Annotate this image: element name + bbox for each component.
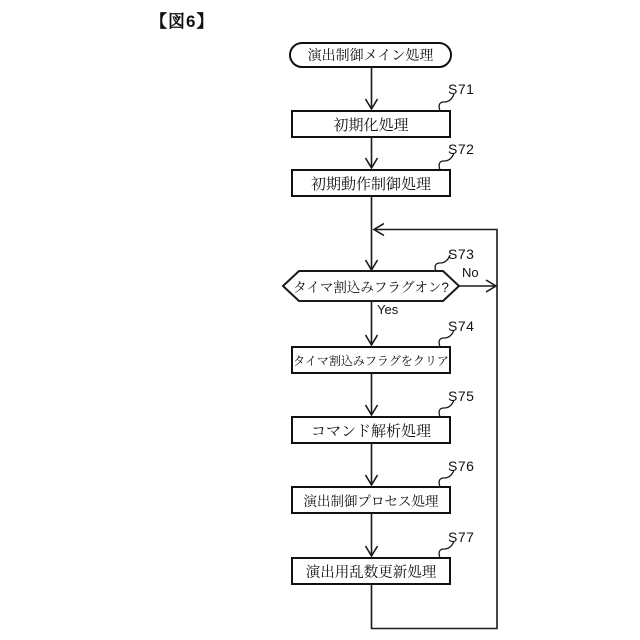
- branch-label-yes: Yes: [377, 302, 399, 317]
- process-box-s74: [291, 346, 451, 374]
- decision-label-s73: [283, 271, 459, 301]
- step-id-s72: S72: [448, 141, 475, 157]
- step-id-s77: S77: [448, 529, 475, 545]
- decision-question-text: タイマ割込みフラグオン?: [293, 280, 449, 295]
- arrow-start-to-s71: [366, 68, 378, 109]
- arrow-s71-to-s72: [366, 138, 378, 168]
- process-label-s71: 初期化処理: [333, 116, 409, 134]
- process-label-s76: 演出制御プロセス処理: [303, 494, 439, 509]
- step-id-s73: S73: [448, 246, 475, 262]
- process-label-s75: コマンド解析処理: [310, 422, 431, 440]
- process-label-s77: 演出用乱数更新処理: [305, 564, 437, 581]
- step-id-s75: S75: [448, 388, 475, 404]
- arrow-no-branch: [459, 280, 496, 292]
- arrow-s74-to-s75: [366, 374, 378, 415]
- start-terminal: [289, 42, 452, 68]
- figure-title: 【図6】: [150, 12, 215, 31]
- step-id-s76: S76: [448, 458, 475, 474]
- process-box-s71: [291, 110, 451, 138]
- process-box-s72: [291, 169, 451, 197]
- arrow-s76-to-s77: [366, 514, 378, 556]
- step-id-s74: S74: [448, 318, 475, 334]
- process-label-s74: タイマ割込みフラグをクリア: [293, 353, 449, 368]
- arrow-s72-to-s73: [366, 197, 378, 270]
- arrow-s73-to-s74: [366, 301, 378, 345]
- process-box-s76: [291, 486, 451, 514]
- process-box-s77: [291, 557, 451, 585]
- process-box-s75: [291, 416, 451, 444]
- start-terminal-label: 演出制御メイン処理: [307, 47, 434, 63]
- step-id-s71: S71: [448, 81, 475, 97]
- process-label-s72: 初期動作制御処理: [310, 175, 431, 193]
- arrow-s75-to-s76: [366, 444, 378, 485]
- branch-label-no: No: [462, 265, 479, 280]
